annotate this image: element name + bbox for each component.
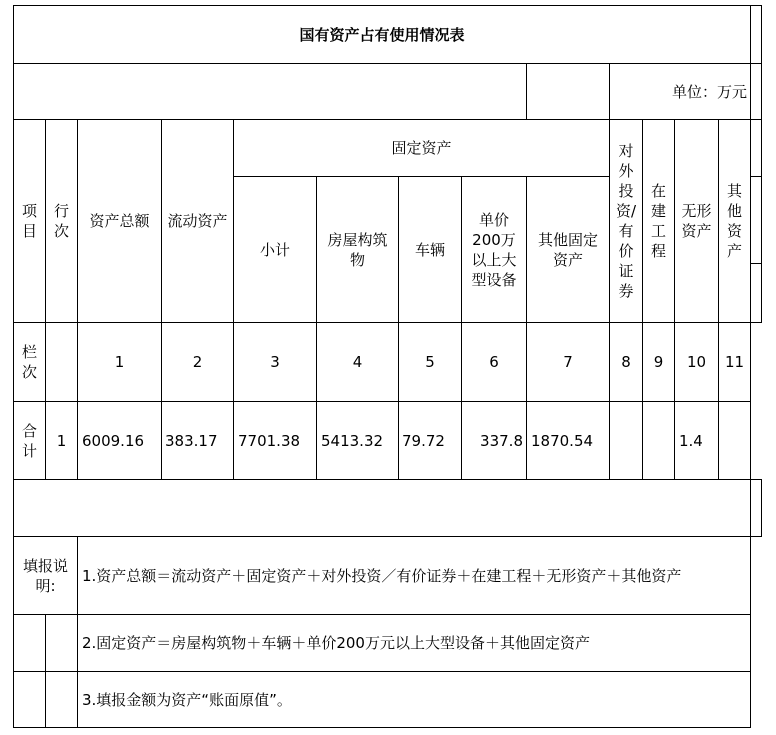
note-line: 1.资产总额＝流动资产＋固定资产＋对外投资／有价证券＋在建工程＋无形资产＋其他资产 [77, 536, 751, 615]
column-number: 10 [674, 322, 719, 402]
header-total-assets: 资产总额 [77, 119, 162, 323]
note-line: 3.填报金额为资产“账面原值”。 [77, 671, 751, 728]
unit-edge-cell [750, 63, 762, 120]
page-title: 国有资产占有使用情况表 [13, 5, 751, 64]
total-row-no: 1 [45, 401, 78, 480]
header-buildings: 房屋构筑物 [316, 176, 399, 323]
header-vehicles: 车辆 [398, 176, 462, 323]
notes-blank-cell [45, 671, 78, 728]
column-number: 8 [609, 322, 643, 402]
total-construction [642, 401, 675, 480]
total-investment [609, 401, 643, 480]
column-number: 6 [461, 322, 527, 402]
column-number: 3 [233, 322, 317, 402]
header-edge-cell [750, 263, 762, 323]
blank-cell [13, 63, 527, 120]
header-edge-cell [750, 119, 762, 177]
notes-blank-cell [13, 614, 46, 672]
notes-blank-cell [13, 671, 46, 728]
column-number: 5 [398, 322, 462, 402]
header-intangible: 无形资产 [674, 119, 719, 323]
header-subtotal: 小计 [233, 176, 317, 323]
total-other-assets [718, 401, 751, 480]
column-number: 4 [316, 322, 399, 402]
total-other-fixed: 1870.54 [526, 401, 610, 480]
column-row-blank [45, 322, 78, 402]
total-buildings: 5413.32 [316, 401, 399, 480]
column-row-label: 栏次 [13, 322, 46, 402]
total-subtotal: 7701.38 [233, 401, 317, 480]
header-other-fixed: 其他固定资产 [526, 176, 610, 323]
column-number: 9 [642, 322, 675, 402]
header-other-assets: 其他资产 [718, 119, 751, 323]
total-large-equipment: 337.8 [461, 401, 527, 480]
header-row-no: 行次 [45, 119, 78, 323]
blank-row [13, 479, 751, 537]
header-investment: 对外投资/有价证券 [609, 119, 643, 323]
total-row-label: 合计 [13, 401, 46, 480]
column-number: 11 [718, 322, 751, 402]
total-vehicles: 79.72 [398, 401, 462, 480]
column-number: 1 [77, 322, 162, 402]
note-line: 2.固定资产＝房屋构筑物＋车辆＋单价200万元以上大型设备＋其他固定资产 [77, 614, 751, 672]
header-edge-cell [750, 176, 762, 264]
header-item: 项目 [13, 119, 46, 323]
header-current-assets: 流动资产 [161, 119, 234, 323]
header-large-equipment: 单价200万以上大型设备 [461, 176, 527, 323]
total-intangible: 1.4 [674, 401, 719, 480]
header-construction: 在建工程 [642, 119, 675, 323]
title-edge-cell [750, 5, 762, 64]
notes-blank-cell [45, 614, 78, 672]
total-total-assets: 6009.16 [77, 401, 162, 480]
notes-label: 填报说明: [13, 536, 78, 615]
blank-cell [526, 63, 610, 120]
column-number: 2 [161, 322, 234, 402]
header-fixed-assets: 固定资产 [233, 119, 610, 177]
column-number: 7 [526, 322, 610, 402]
total-current-assets: 383.17 [161, 401, 234, 480]
unit-label: 单位：万元 [609, 63, 751, 120]
blank-row-edge [750, 479, 762, 537]
